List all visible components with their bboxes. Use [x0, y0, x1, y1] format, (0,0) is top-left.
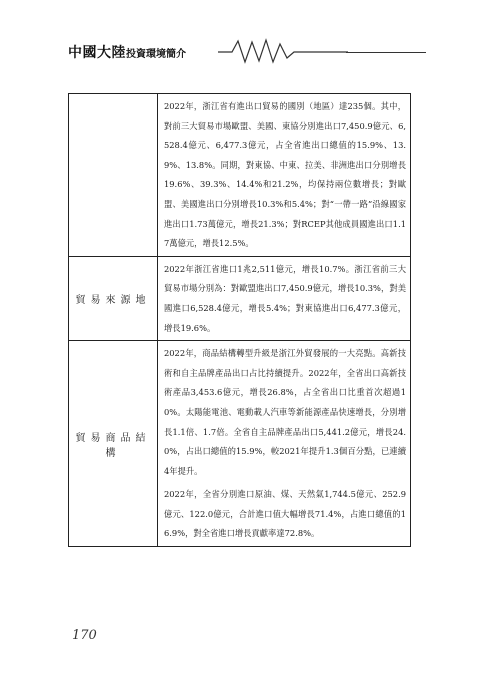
header-title: [68, 42, 186, 62]
row-label: 貿易商品結構: [69, 341, 158, 547]
paragraph: 2022年浙江省進口1兆2,511億元，增長10.7%。浙江省前三大貿易市場分別為：對歐盟進出口7,450.9億元，增長10.3%，對美國進口6,528.4億元，增長5.4%；對東協進出口6,477.3億元，增長19.6%。: [164, 263, 406, 333]
paragraph: 2022年，全省分別進口原油、煤、天然氣1,744.5億元、252.9億元、122.0億元，合計進口值大幅增長71.4%，占進口總值的16.9%，對全省進口增長貢獻率達72.8%。: [164, 489, 406, 539]
table-row: [69, 256, 411, 340]
heartbeat-wave-icon: [218, 36, 348, 66]
page-header: [68, 36, 428, 66]
table-row: [69, 94, 411, 257]
paragraph: 2022年，浙江省有進出口貿易的國別（地區）達235個。其中，對前三大貿易市場歐盟、美國、東協分別進出口7,450.9億元、6,528.4億元、6,477.3億元，占全省進出口總值的15.9%、13.9%、13.8%。同期，對東協、中東、拉美、非洲進出口分別增長19.6%、39.3%、14.4%和21.2%，均保持兩位數增長；對歐盟、美國進出口分別增長10.3%和5.4%；對“一帶一路”沿線國家進出口1.73萬億元，增長21.3%；對RCEP其他成員國進出口1.17萬億元，增長12.5%。: [164, 101, 406, 249]
paragraph: 2022年，商品結構轉型升級是浙江外貿發展的一大亮點。高新技術和自主品牌產品出口占比持續提升。2022年，全省出口高新技術產品3,453.6億元，增長26.8%，占全省出口比重首次超過10%。太陽能電池、電動載人汽車等新能源產品快速增長，分別增長1.1倍、1.7倍。全省自主品牌產品出口5,441.2億元，增長24.0%，占出口總值的15.9%，較2021年提升1.3個百分點，已連續4年提升。: [164, 348, 406, 476]
row-label: 貿易來源地: [69, 256, 158, 340]
header-title-main: 中國大陸: [68, 45, 126, 61]
table-row: [69, 341, 411, 547]
row-content: [158, 341, 411, 547]
page-number: 170: [72, 628, 97, 643]
row-label: [69, 94, 158, 257]
row-content: [158, 256, 411, 340]
header-title-sub: 投資環境簡介: [126, 49, 186, 60]
header-rule: [346, 52, 426, 53]
row-content: [158, 94, 411, 257]
trade-info-table: [68, 93, 411, 547]
